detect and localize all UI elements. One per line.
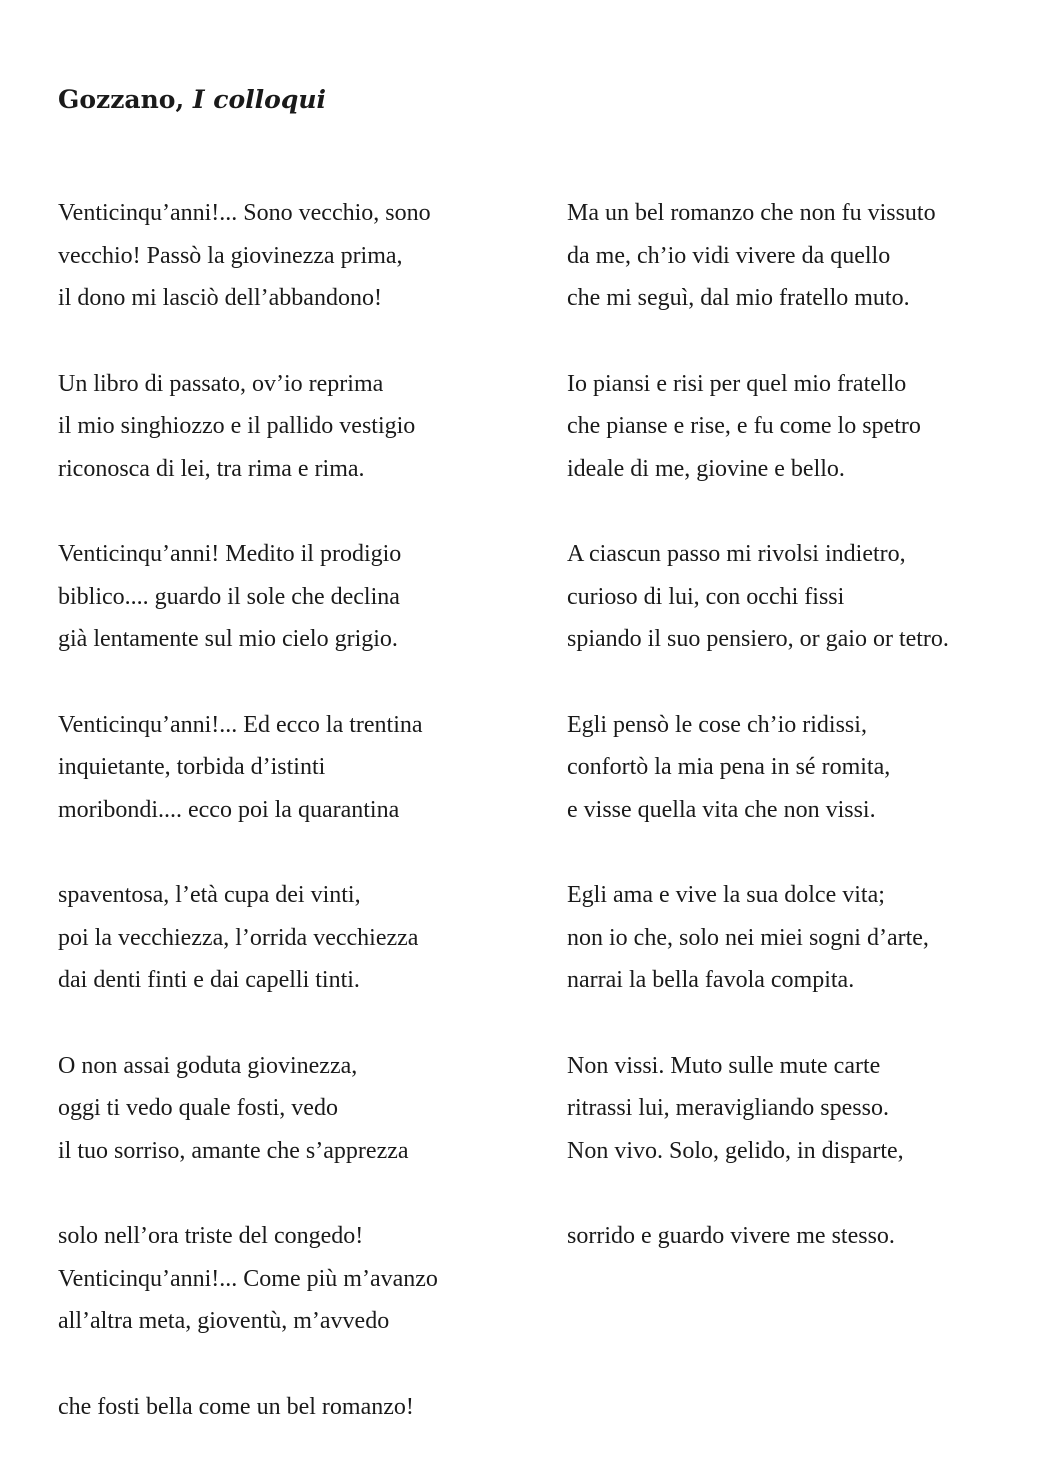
poem-line: il tuo sorriso, amante che s’apprezza (58, 1137, 409, 1164)
page-title (58, 80, 326, 120)
poem-line: vecchio! Passò la giovinezza prima, (58, 242, 403, 269)
poem-line: Non vissi. Muto sulle mute carte (567, 1052, 881, 1079)
poem-line: oggi ti vedo quale fosti, vedo (58, 1095, 338, 1121)
left-stanza-8 (58, 1386, 414, 1429)
right-stanza-2 (567, 363, 921, 491)
right-stanza-3 (567, 533, 949, 661)
poem-line: ritrassi lui, meravigliando spesso. (567, 1095, 889, 1121)
poem-line: sorrido e guardo vivere me stesso. (567, 1223, 895, 1249)
title-work: I colloqui (192, 85, 327, 114)
title-author: Gozzano, (58, 85, 185, 114)
right-stanza-1 (567, 192, 936, 320)
poem-line: già lentamente sul mio cielo grigio. (58, 626, 398, 652)
left-stanza-2 (58, 363, 415, 491)
poem-line: biblico.... guardo il sole che declina (58, 583, 400, 610)
poem-line: riconosca di lei, tra rima e rima. (58, 455, 365, 482)
poem-line: spaventosa, l’età cupa dei vinti, (58, 882, 361, 908)
poem-line: inquietante, torbida d’istinti (58, 754, 326, 780)
right-stanza-7 (567, 1215, 895, 1258)
poem-line: curioso di lui, con occhi fissi (567, 583, 845, 610)
poem-line: Venticinqu’anni! Medito il prodigio (58, 541, 402, 567)
right-stanza-5 (567, 874, 929, 1002)
poem-line: che mi seguì, dal mio fratello muto. (567, 285, 910, 311)
poem-line: all’altra meta, gioventù, m’avvedo (58, 1308, 390, 1334)
poem-line: Ma un bel romanzo che non fu vissuto (567, 200, 936, 226)
poem-line: Un libro di passato, ov’io reprima (58, 370, 384, 397)
poem-line: Io piansi e risi per quel mio fratello (567, 370, 907, 397)
poem-line: Venticinqu’anni!... Sono vecchio, sono (58, 200, 431, 226)
poem-line: il mio singhiozzo e il pallido vestigio (58, 413, 416, 439)
poem-line: Venticinqu’anni!... Come più m’avanzo (58, 1265, 438, 1292)
poem-line: da me, ch’io vidi vivere da quello (567, 242, 891, 269)
poem-line: O non assai goduta giovinezza, (58, 1052, 358, 1079)
poem-line: ideale di me, giovine e bello. (567, 455, 845, 482)
poem-line: e visse quella vita che non vissi. (567, 796, 876, 823)
poem-line: spiando il suo pensiero, or gaio or tetro. (567, 626, 949, 652)
poem-line: Non vivo. Solo, gelido, in disparte, (567, 1137, 904, 1164)
left-stanza-6 (58, 1045, 409, 1173)
poem-line: Egli pensò le cose ch’io ridissi, (567, 711, 867, 738)
right-stanza-4 (567, 704, 890, 832)
left-stanza-5 (58, 874, 418, 1002)
poem-line: che fosti bella come un bel romanzo! (58, 1393, 414, 1420)
poem-line: Egli ama e vive la sua dolce vita; (567, 882, 885, 908)
poem-line: moribondi.... ecco poi la quarantina (58, 796, 400, 823)
poem-line: che pianse e rise, e fu come lo spetro (567, 413, 921, 439)
left-stanza-1 (58, 192, 431, 320)
right-stanza-6 (567, 1045, 904, 1173)
poem-line: narrai la bella favola compita. (567, 967, 855, 993)
poem-line: Venticinqu’anni!... Ed ecco la trentina (58, 711, 423, 738)
poem-line: dai denti finti e dai capelli tinti. (58, 967, 360, 993)
poem-line: il dono mi lasciò dell’abbandono! (58, 285, 382, 311)
poem-line: solo nell’ora triste del congedo! (58, 1223, 364, 1249)
left-stanza-3 (58, 533, 401, 661)
poem-line: confortò la mia pena in sé romita, (567, 754, 891, 780)
left-stanza-7 (58, 1215, 438, 1343)
poem-line: A ciascun passo mi rivolsi indietro, (567, 541, 906, 567)
poem-line: non io che, solo nei miei sogni d’arte, (567, 924, 929, 951)
poem-line: poi la vecchiezza, l’orrida vecchiezza (58, 924, 419, 951)
left-stanza-4 (58, 704, 423, 832)
